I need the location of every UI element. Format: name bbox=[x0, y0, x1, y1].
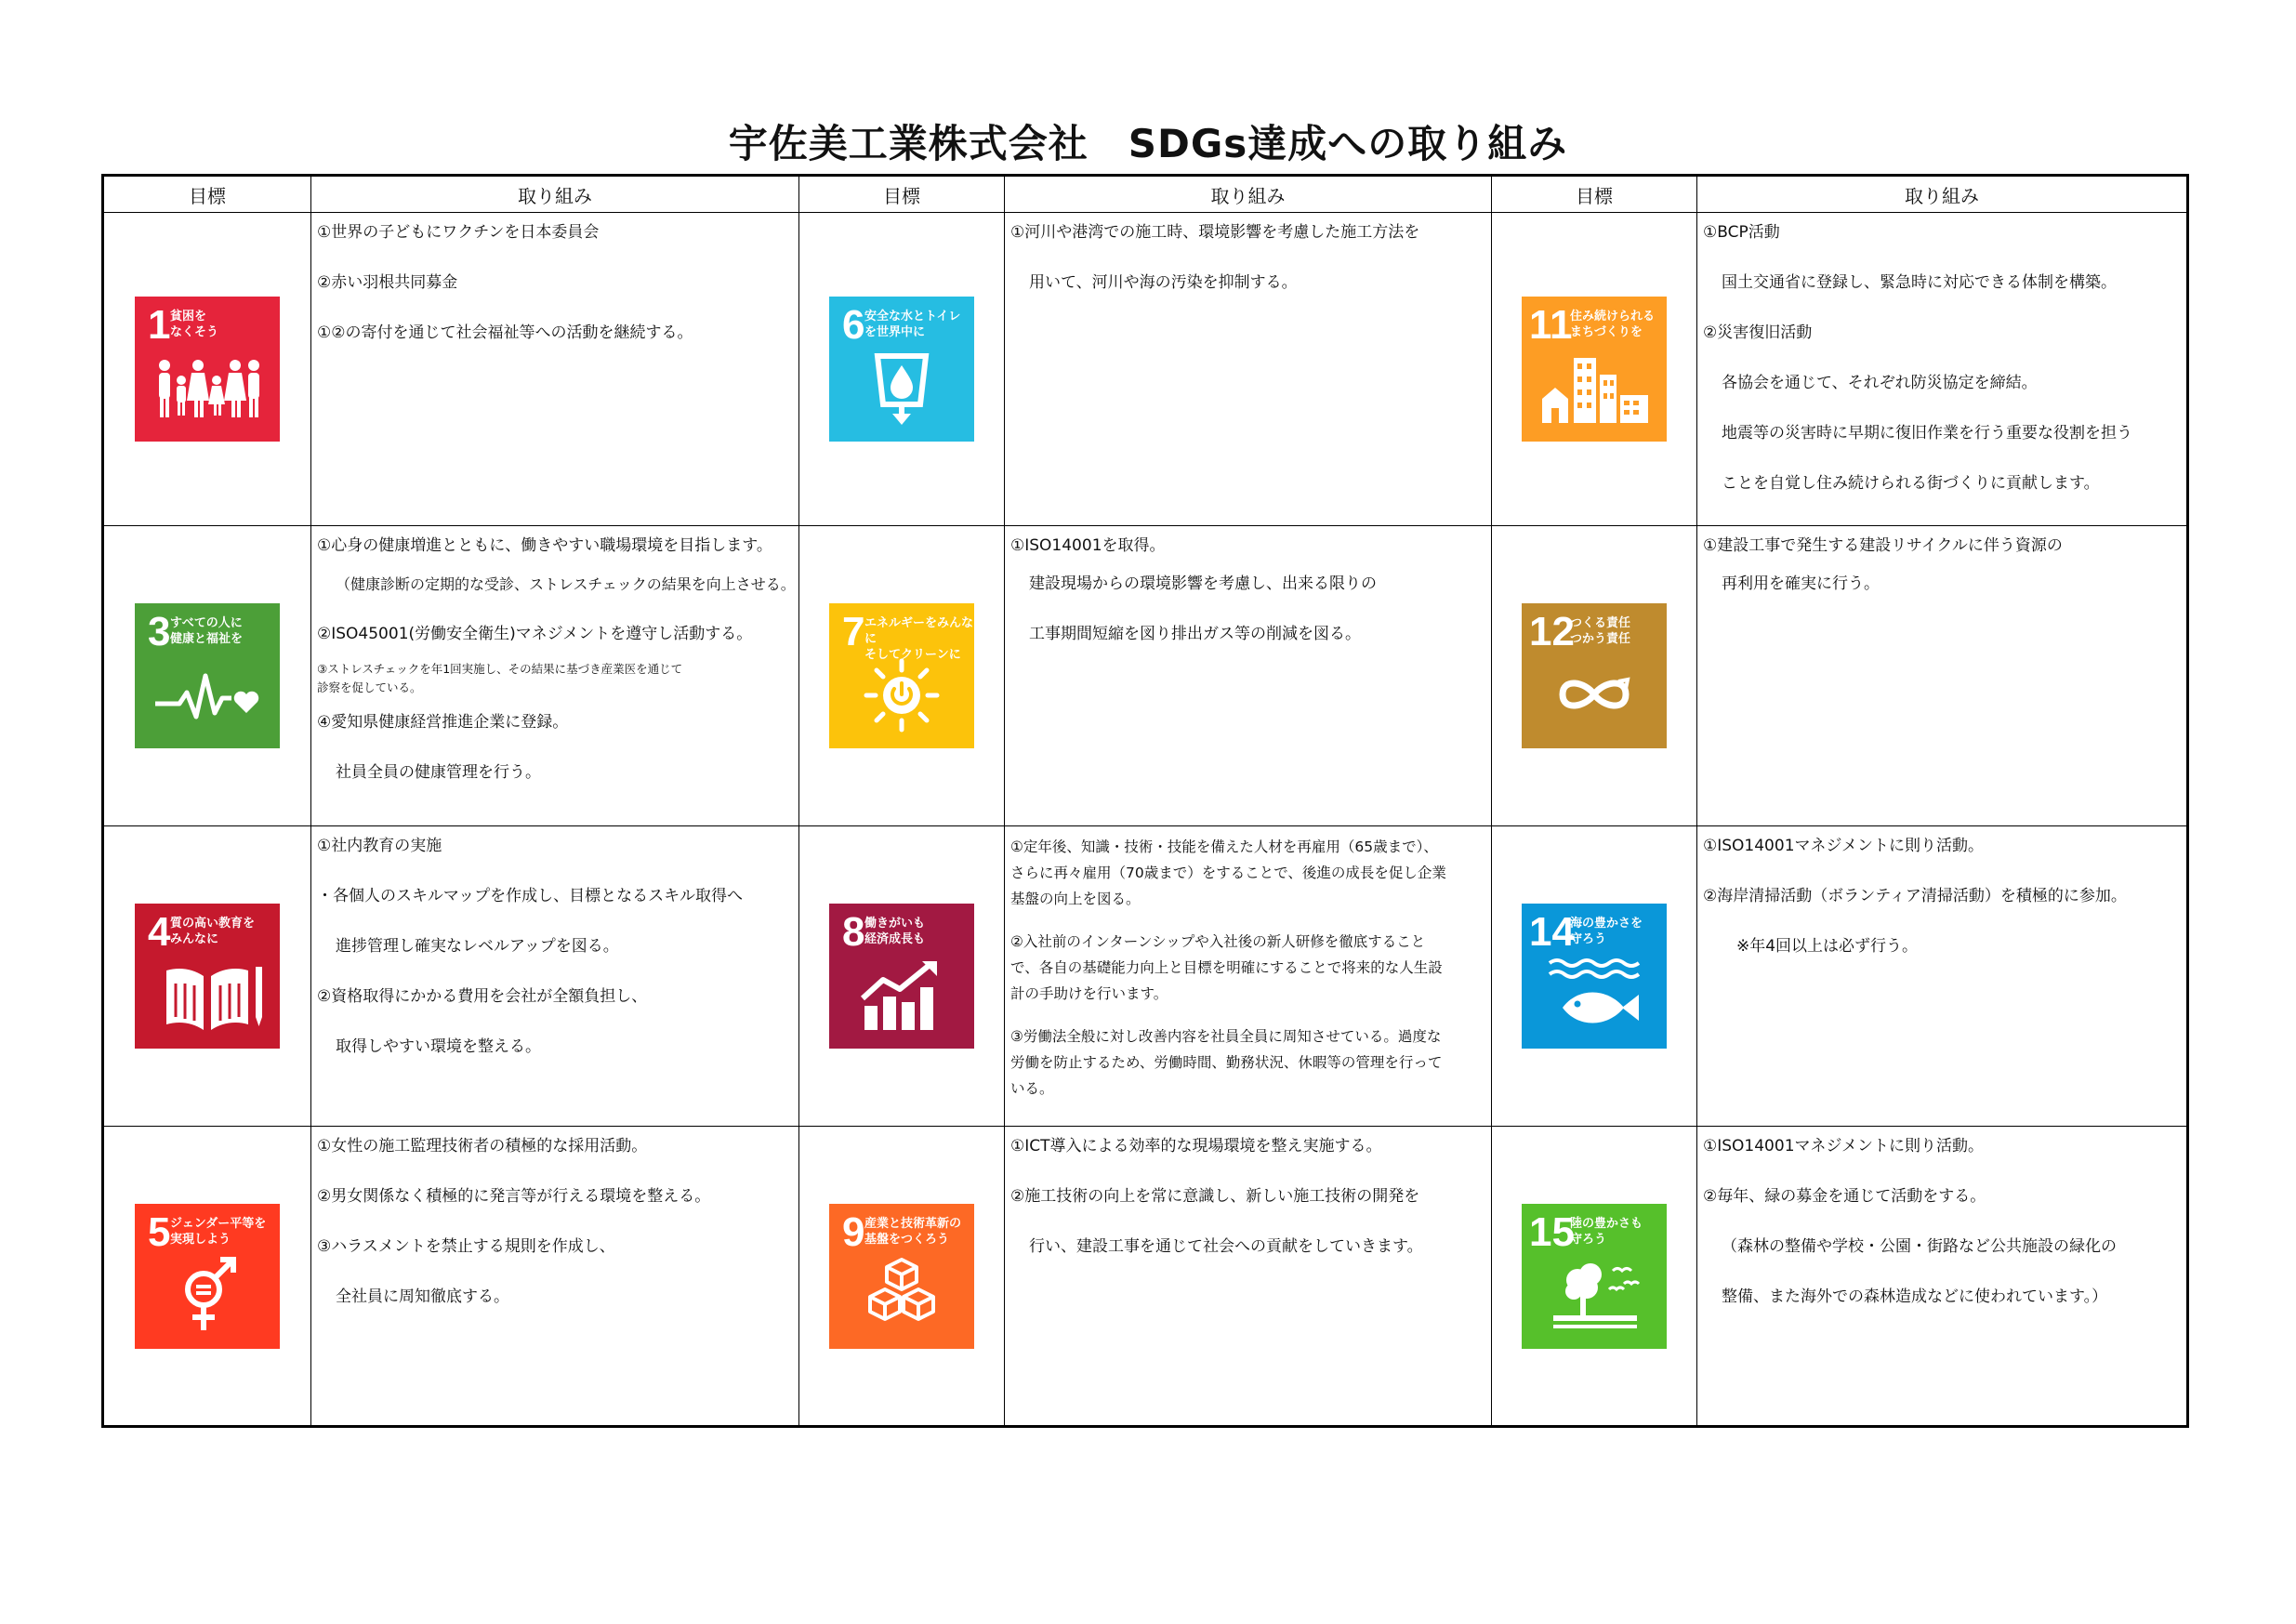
action-line: （健康診断の定期的な受診、ストレスチェックの結果を向上させる。 bbox=[336, 575, 796, 593]
sdg-name: 貧困を なくそう bbox=[170, 310, 219, 339]
sdg-6-tile bbox=[829, 297, 974, 442]
action-line: 診察を促している。 bbox=[317, 680, 422, 694]
sun-power-icon bbox=[829, 655, 974, 733]
action-line: ①建設工事で発生する建設リサイクルに伴う資源の bbox=[1703, 536, 2063, 555]
action-cell bbox=[1005, 213, 1492, 526]
action-line: ①②の寄付を通じて社会福祉等への活動を継続する。 bbox=[317, 323, 693, 342]
action-line: ①定年後、知識・技術・技能を備えた人材を再雇用（65歳まで）、 bbox=[1010, 838, 1438, 855]
growth-chart-icon bbox=[829, 956, 974, 1034]
goal-cell bbox=[103, 526, 311, 826]
action-cell bbox=[311, 1127, 799, 1427]
sdg-table bbox=[101, 174, 2189, 1428]
sdg-name: 陸の豊かさも 守ろう bbox=[1570, 1216, 1643, 1247]
action-cell bbox=[311, 213, 799, 526]
sdg-name: 働きがいも 経済成長も bbox=[864, 917, 926, 946]
action-line: 労働を防止するため、労働時間、勤務状況、休暇等の管理を行って bbox=[1010, 1054, 1443, 1071]
action-line: ③労働法全般に対し改善内容を社員全員に周知させている。過度な bbox=[1010, 1028, 1442, 1045]
infinity-icon bbox=[1522, 655, 1667, 733]
action-line: さらに再々雇用（70歳まで）をすることで、後進の成長を促し企業 bbox=[1010, 865, 1446, 881]
sdg-number: 1 bbox=[148, 302, 171, 348]
sdg-12-tile bbox=[1522, 603, 1667, 748]
goal-cell bbox=[799, 526, 1005, 826]
sdg-number: 11 bbox=[1529, 302, 1573, 348]
goal-cell bbox=[103, 213, 311, 526]
goal-cell bbox=[1492, 826, 1697, 1127]
sdg-name: 住み続けられる まちづくりを bbox=[1570, 310, 1656, 339]
goal-cell bbox=[1492, 213, 1697, 526]
heartbeat-icon bbox=[135, 655, 280, 733]
action-line: 工事期間短縮を図り排出ガス等の削減を図る。 bbox=[1029, 625, 1361, 643]
action-line: いる。 bbox=[1010, 1080, 1054, 1097]
header-goal: 目標 bbox=[103, 176, 311, 213]
gender-symbol-icon bbox=[135, 1256, 280, 1334]
table-row bbox=[103, 1127, 2188, 1427]
action-cell bbox=[1697, 213, 2188, 526]
action-line: 計の手助けを行います。 bbox=[1010, 985, 1168, 1002]
action-line: 整備、また海外での森林造成などに使われています。） bbox=[1722, 1287, 2108, 1306]
action-line: 国土交通省に登録し、緊急時に対応できる体制を構築。 bbox=[1722, 273, 2117, 292]
action-line: ことを自覚し住み続けられる街づくりに貢献します。 bbox=[1722, 474, 2100, 493]
header-goal: 目標 bbox=[799, 176, 1005, 213]
action-line: ①ISO14001マネジメントに則り活動。 bbox=[1703, 837, 1984, 855]
action-line: ③ハラスメントを禁止する規則を作成し、 bbox=[317, 1237, 615, 1256]
goal-cell bbox=[103, 1127, 311, 1427]
page-title: 宇佐美工業株式会社 SDGs達成への取り組み bbox=[728, 121, 1568, 166]
action-cell bbox=[1697, 826, 2188, 1127]
action-line: ・各個人のスキルマップを作成し、目標となるスキル取得へ bbox=[317, 887, 743, 905]
sdg-9-tile bbox=[829, 1204, 974, 1349]
sdg-name: ジェンダー平等を 実現しよう bbox=[170, 1216, 267, 1247]
family-icon bbox=[135, 349, 280, 427]
header-action: 取り組み bbox=[1697, 176, 2188, 213]
table-row bbox=[103, 526, 2188, 826]
action-cell bbox=[311, 526, 799, 826]
action-line: ②資格取得にかかる費用を会社が全額負担し、 bbox=[317, 987, 648, 1006]
goal-cell bbox=[1492, 526, 1697, 826]
header-row bbox=[103, 176, 2188, 213]
sdg-number: 8 bbox=[842, 909, 865, 955]
action-line: ①世界の子どもにワクチンを日本委員会 bbox=[317, 223, 600, 242]
sdg-number: 9 bbox=[842, 1208, 865, 1255]
sdg-name: 安全な水とトイレ を世界中に bbox=[864, 310, 961, 339]
goal-cell bbox=[103, 826, 311, 1127]
action-line: で、各自の基礎能力向上と目標を明確にすることで将来的な人生設 bbox=[1010, 959, 1443, 976]
sdg-name: 質の高い教育を みんなに bbox=[170, 917, 256, 946]
cubes-icon bbox=[829, 1256, 974, 1334]
sdg-name: すべての人に 健康と福祉を bbox=[170, 616, 244, 646]
action-line: ①ISO14001を取得。 bbox=[1010, 536, 1166, 555]
sdg-number: 12 bbox=[1529, 609, 1575, 654]
city-buildings-icon bbox=[1522, 349, 1667, 427]
water-glass-icon bbox=[829, 349, 974, 427]
action-line: 建設現場からの環境影響を考慮し、出来る限りの bbox=[1029, 574, 1377, 593]
action-line: 行い、建設工事を通じて社会への貢献をしていきます。 bbox=[1029, 1237, 1423, 1256]
action-cell bbox=[1005, 826, 1492, 1127]
sdg-number: 6 bbox=[842, 302, 865, 348]
table-row bbox=[103, 213, 2188, 526]
sdg-number: 14 bbox=[1529, 909, 1575, 955]
action-line: ②毎年、緑の募金を通じて活動をする。 bbox=[1703, 1187, 1986, 1206]
action-line: ③ストレスチェックを年1回実施し、その結果に基づき産業医を通じて bbox=[317, 662, 683, 676]
action-line: ①BCP活動 bbox=[1703, 223, 1780, 242]
sdg-name: 海の豊かさを 守ろう bbox=[1570, 917, 1643, 946]
action-line: 再利用を確実に行う。 bbox=[1722, 574, 1880, 593]
tree-birds-icon bbox=[1522, 1256, 1667, 1334]
action-line: ①社内教育の実施 bbox=[317, 837, 442, 855]
action-cell bbox=[1697, 1127, 2188, 1427]
action-line: ①ISO14001マネジメントに則り活動。 bbox=[1703, 1137, 1984, 1155]
sdg-8-tile bbox=[829, 904, 974, 1049]
action-cell bbox=[1697, 526, 2188, 826]
action-line: ②男女関係なく積極的に発言等が行える環境を整える。 bbox=[317, 1187, 711, 1206]
sdg-number: 3 bbox=[148, 609, 171, 654]
action-line: 基盤の向上を図る。 bbox=[1010, 891, 1141, 907]
sdg-number: 4 bbox=[148, 909, 171, 955]
sdg-7-tile bbox=[829, 603, 974, 748]
sdg-name: つくる責任 つかう責任 bbox=[1570, 616, 1631, 646]
action-line: ④愛知県健康経営推進企業に登録。 bbox=[317, 713, 569, 732]
action-line: ①ICT導入による効率的な現場環境を整え実施する。 bbox=[1010, 1137, 1382, 1155]
action-line: ②入社前のインターンシップや入社後の新人研修を徹底すること bbox=[1010, 933, 1426, 950]
sdg-name: 産業と技術革新の 基盤をつくろう bbox=[864, 1216, 962, 1247]
action-line: ②海岸清掃活動（ボランティア清掃活動）を積極的に参加。 bbox=[1703, 887, 2127, 905]
sdg-3-tile bbox=[135, 603, 280, 748]
sdg-number: 7 bbox=[842, 609, 865, 654]
action-line: 全社員に周知徹底する。 bbox=[336, 1287, 509, 1306]
sdg-number: 5 bbox=[148, 1208, 171, 1255]
header-goal: 目標 bbox=[1492, 176, 1697, 213]
action-line: ②赤い羽根共同募金 bbox=[317, 273, 458, 292]
action-cell bbox=[311, 826, 799, 1127]
action-cell bbox=[1005, 526, 1492, 826]
action-line: ①河川や港湾での施工時、環境影響を考慮した施工方法を bbox=[1010, 223, 1420, 242]
goal-cell bbox=[799, 1127, 1005, 1427]
sdg-15-tile bbox=[1522, 1204, 1667, 1349]
action-line: ②ISO45001(労働安全衛生)マネジメントを遵守し活動する。 bbox=[317, 625, 753, 643]
fish-waves-icon bbox=[1522, 956, 1667, 1034]
action-line: 社員全員の健康管理を行う。 bbox=[336, 763, 541, 782]
header-action: 取り組み bbox=[1005, 176, 1492, 213]
action-line: ①心身の健康増進とともに、働きやすい職場環境を目指します。 bbox=[317, 536, 772, 555]
sdg-4-tile bbox=[135, 904, 280, 1049]
action-line: ②施工技術の向上を常に意識し、新しい施工技術の開発を bbox=[1010, 1187, 1420, 1206]
action-line: ①女性の施工監理技術者の積極的な採用活動。 bbox=[317, 1137, 648, 1155]
action-line: 地震等の災害時に早期に復旧作業を行う重要な役割を担う bbox=[1722, 424, 2132, 442]
goal-cell bbox=[799, 826, 1005, 1127]
goal-cell bbox=[799, 213, 1005, 526]
action-line: ※年4回以上は必ず行う。 bbox=[1736, 937, 1919, 956]
header-action: 取り組み bbox=[311, 176, 799, 213]
sdg-name: エネルギーをみんなに そしてクリーンに bbox=[864, 616, 974, 662]
sdg-5-tile bbox=[135, 1204, 280, 1349]
sdg-14-tile bbox=[1522, 904, 1667, 1049]
action-line: （森林の整備や学校・公園・街路など公共施設の緑化の bbox=[1722, 1237, 2117, 1256]
sdg-number: 15 bbox=[1529, 1208, 1575, 1255]
goal-cell bbox=[1492, 1127, 1697, 1427]
action-line: 取得しやすい環境を整える。 bbox=[336, 1037, 541, 1056]
action-cell bbox=[1005, 1127, 1492, 1427]
book-pencil-icon bbox=[135, 956, 280, 1034]
action-line: 各協会を通じて、それぞれ防災協定を締結。 bbox=[1722, 374, 2038, 392]
action-line: 進捗管理し確実なレベルアップを図る。 bbox=[336, 937, 619, 956]
table-row bbox=[103, 826, 2188, 1127]
action-line: 用いて、河川や海の汚染を抑制する。 bbox=[1029, 273, 1298, 292]
action-line: ②災害復旧活動 bbox=[1703, 323, 1813, 342]
sdg-1-tile bbox=[135, 297, 280, 442]
sdg-11-tile bbox=[1522, 297, 1667, 442]
